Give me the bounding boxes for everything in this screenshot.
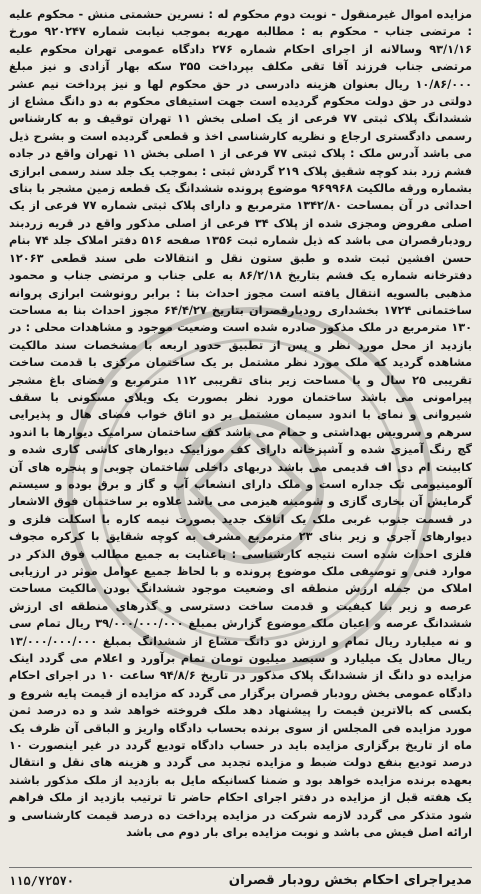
footer-code: ۱۱۵/۷۲۵۷۰ [9, 873, 75, 888]
notice-footer [9, 873, 472, 888]
footer-signature: مدیراجرای احکام بخش رودبار قصران [228, 873, 472, 888]
footer-divider [9, 867, 472, 868]
auction-notice-body: مزایده اموال غیرمنقول - نوبت دوم محکوم له : نسرین حشمتی منش - محکوم علیه : مرتضی جناب - محکوم به : مطالبه مهریه بموجب نیابت شماره ۹۲۰۲۴۷ مورخ ۹۳/۱/۱۶ وسالانه از اجرای احکام شماره ۲۷۶ دادگاه عمومی تهران محکوم علیه مرتضی جناب فرزند آقا تقی مکلف بپرداخت ۳۵۵ سکه بهار آزادی و نیز مبلغ ۱۰/۸۶/۰۰۰ ریال بعنوان هزینه دادرسی در حق محکوم لها و نیز پرداخت نیم عشر دولتی در حق دولت محکوم گردیده است جهت استیفای محکوم به دو دانگ مشاع از ششدانگ پلاک ثبتی ۷۷ فرعی از یک اصلی بخش ۱۱ تهران توقیف و به کارشناس رسمی دادگستری ارجاع و نظریه کارشناسی اخذ و قطعی گردیده است و بشرح ذیل می باشد آدرس ملک : پلاک ثبتی ۷۷ فرعی از ۱ اصلی بخش ۱۱ تهران واقع در جاده فشم زرد بند کوچه شقیق پلاک ۲۱۹ گردش ثبتی : بموجب یک جلد سند رسمی ابرازی بشماره ورقه مالکیت ۹۶۹۹۶۸ موضوع پرونده ششدانگ یک قطعه زمین مشجر با بنای احداثی در آن بمساحت ۱۳۴۲/۸۰ مترمربع و دارای پلاک ثبتی شماره ۷۷ فرعی از یک اصلی مفروض ومجزی شده از پلاک ۳۴ فرعی از اصلی مذکور واقع در قریه زردبند رودبارقصران می باشد که ذیل شماره ثبت ۱۳۵۶ صفحه ۵۱۶ دفتر املاک جلد ۷۴ بنام حسن افشین ثبت شده و طبق ستون نقل و انتقالات طی سند قطعی ۱۲۰۶۳ دفترخانه شماره یک فشم بتاریخ ۸۶/۲/۱۸ به علی جناب و مرتضی جناب و محمود مذهبی بالسویه انتقال یافته است مجوز احداث بنا : برابر رونوشت ابرازی پروانه ساختمانی ۱۷۲۴ بخشداری رودبارقصران بتاریخ ۶۴/۴/۲۷ مجوز احداث بنا به مساحت ۱۳۰ مترمربع در ملک مذکور صادره شده است وضعیت موجود و مشاهدات محلی : در بازدید از محل مورد نظر و پس از تطبیق حدود اربعه با مشخصات سند مالکیت مشاهده گردید که ملک مورد نظر مشتمل بر یک ساختمان مرکزی با قدمت ساخت تقریبی ۲۵ سال و با مساحت زیر بنای تقریبی ۱۱۲ مترمربع و فضای باغ مشجر پیرامونی می باشد ساختمان مورد نظر بصورت یک ویلای مسکونی با سقف شیروانی و نمای با اندود سیمان مشتمل بر دو اتاق خواب فضای هال و پذیرایی سرهم و سرویس بهداشتی و حمام می باشد کف ساختمان سرامیک دیوارها با اندود گچ رنگ آمیزی شده و آشپزخانه دارای کف موزاییک دیوارهای کاشی کاری شده و کابینت ام دی اف قدیمی می باشد دربهای داخلی ساختمان چوبی و پنجره های آن آلومینیومی تک جداره است و ملک دارای انشعاب آب و گاز و برق بوده و سیستم گرمایش آن بخاری گازی و شومینه هیزمی می باشد علاوه بر ساختمان فوق الاشعار در قسمت جنوب غربی ملک یک اتاقک جدید بصورت نیمه کاره با اسکلت فلزی و دیوارهای آجری و زیر بنای ۲۳ مترمربع مشرف به کوچه شقایق با کرکره مجوف فلزی احداث شده است نتیجه کارشناسی : باعنایت به جمیع مطالب فوق الذکر در موارد فنی و توصیفی ملک موضوع پرونده و با لحاظ جمیع عوامل موثر در ارزیابی املاک من جمله ارزش منطقه ای وضعیت موجود ششدانگ بودن مالکیت مساحت عرصه و زیر بنا کیفیت و قدمت ساخت دسترسی و گذرهای منطقه ای ارزش ششدانگ عرصه و اعیان ملک موضوع گزارش بمبلغ ۳۹/۰۰۰/۰۰۰/۰۰۰ ریال تمام سی و نه میلیارد ریال تمام و ارزش دو دانگ مشاع از ششدانگ بمبلغ ۱۳/۰۰۰/۰۰۰/۰۰۰ ریال معادل یک میلیارد و سیصد میلیون تومان تمام برآورد و اعلام می گردد اینک مزایده دو دانگ از ششدانگ پلاک مذکور در تاریخ ۹۴/۸/۶ ساعت ۱۰ در اجرای احکام دادگاه عمومی بخش رودبار قصران برگزار می گردد که مزایده از قیمت پایه شروع و بکسی که بالاترین قیمت را پیشنهاد دهد ملک فروخته خواهد شد و ده درصد ثمن مورد مزایده فی المجلس از سوی برنده بحساب دادگاه واریز و الباقی آن ظرف یک ماه از تاریخ برگزاری مزایده باید در حساب دادگاه تودیع گردد در غیر اینصورت ۱۰ درصد تودیع بنفع دولت ضبط و مزایده تجدید می گردد و هزینه های نقل و انتقال بعهده برنده مزایده خواهد بود و ضمنا کسانیکه مایل به بازدید از ملک مذکور باشند یک هفته قبل از مزایده در دفتر اجرای احکام حاضر تا ترتیب بازدید از ملک فراهم شود متذکر می گردد لازمه شرکت در مزایده پرداخت ده درصد قیمت کارشناسی و ارائه اصل فیش می باشد و نوبت مزایده برای بار دوم می باشد [9, 8, 473, 840]
